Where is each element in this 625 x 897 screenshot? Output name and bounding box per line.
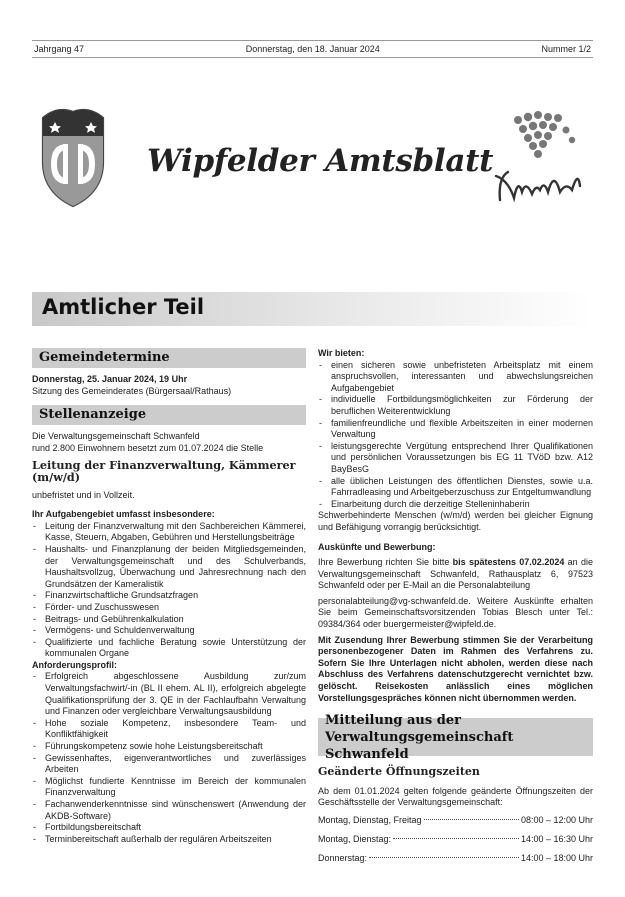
opening-hours-time: 14:00 – 16:30 Uhr	[520, 834, 593, 844]
job-intro-line-2: rund 2.800 Einwohnern besetzt zum 01.07.2024 die Stelle	[32, 442, 264, 453]
list-item: - Fortbildungsbereitschaft	[32, 822, 306, 834]
contact-email-text: personalabteilung@vg-schwanfeld.de. Weitere Auskünfte erhalten Sie beim Gemeinschaftsvorsitzenden Tobias Blesch unter Tel.: 09384/364 oder buergermeister@wipfeld.de.	[318, 595, 593, 630]
opening-hours-heading: Geänderte Öffnungszeiten	[318, 765, 480, 779]
requirements-list	[32, 671, 306, 845]
list-item: - Fachanwenderkenntnisse sind wünschenswert (Anwendung der AKDB-Software)	[32, 799, 306, 822]
list-item: - Gewissenhaftes, eigenverantwortliches und zuverlässiges Arbeiten	[32, 753, 306, 776]
list-item: - leistungsgerechte Vergütung entsprechend Ihrer Qualifikationen und persönlichen Voraussetzungen bis EG 11 TVöD bzw. A12 BayBesG	[318, 441, 593, 476]
list-item: - alle üblichen Leistungen des öffentlichen Dienstes, sowie u.a. Fahrradleasing und Arbeitgeberzuschuss zur Entgeltumwandlung	[318, 476, 593, 499]
contact-text-post: an die Verwaltungsgemeinschaft Schwanfeld, Rathausplatz 6, 97523 Schwanfeld oder per E-Mail an die Personalabteilung	[318, 557, 593, 591]
gemeindetermine-heading: Gemeindetermine	[32, 348, 306, 368]
left-column	[32, 348, 306, 845]
opening-hours-days: Montag, Dienstag, Freitag	[318, 815, 422, 825]
opening-hours-days: Montag, Dienstag:	[318, 834, 392, 844]
volume-label: Jahrgang 47	[34, 44, 85, 54]
grape-vine-logo-icon	[488, 100, 588, 210]
list-item: - Einarbeitung durch die derzeitige Stelleninhaberin	[318, 499, 593, 511]
privacy-note: Mit Zusendung Ihrer Bewerbung stimmen Sie der Verarbeitung personenbezogener Daten im Rahmen des Verfahrens zu. Sofern Sie Ihre Unterlagen nicht abholen, werden diese nach Abschluss des Verfahrens datenschutzgerecht vernichtet bzw. gelöscht. Reisekosten anlässlich eines möglichen Vorstellungsgespräches können nicht übernommen werden.	[318, 634, 593, 703]
opening-hours-days: Donnerstag:	[318, 853, 368, 863]
list-item: - Beitrags- und Gebührenkalkulation	[32, 614, 306, 626]
opening-hours-row	[318, 853, 593, 868]
list-item: - Haushalts- und Finanzplanung der beiden Mitgliedsgemeinden, der Verwaltungsgemeinschaft und des Schulverbands, Haushaltsvollzug, Überwachung und Jahresrechnung nach den Grundsätzen der Kameralistik	[32, 544, 306, 590]
application-deadline: bis spätestens 07.02.2024	[452, 557, 565, 568]
mitteilung-heading	[318, 712, 593, 762]
job-intro-line-1: Die Verwaltungsgemeinschaft Schwanfeld	[32, 431, 200, 442]
opening-hours-row	[318, 834, 593, 849]
masthead	[32, 95, 593, 220]
stellenanzeige-heading: Stellenanzeige	[32, 405, 306, 425]
tasks-heading: Ihr Aufgabengebiet umfasst insbesondere:	[32, 509, 215, 520]
contact-text	[318, 557, 593, 592]
section-title: Amtlicher Teil	[42, 295, 205, 319]
meeting-date: Donnerstag, 25. Januar 2024, 19 Uhr	[32, 374, 188, 384]
meeting-description: Sitzung des Gemeinderates (Bürgersaal/Rathaus)	[32, 385, 232, 396]
tasks-list	[32, 521, 306, 660]
list-item: - Terminbereitschaft außerhalb der regulären Arbeitszeiten	[32, 834, 306, 846]
offer-heading: Wir bieten:	[318, 348, 365, 358]
list-item: - Möglichst fundierte Kenntnisse im Bereich der kommunalen Finanzverwaltung	[32, 776, 306, 799]
list-item: - Führungskompetenz sowie hohe Leistungsbereitschaft	[32, 741, 306, 753]
list-item: - Qualifizierte und fachliche Beratung sowie Unterstützung der kommunalen Organe	[32, 637, 306, 660]
offer-list	[318, 360, 593, 511]
opening-hours-time: 14:00 – 18:00 Uhr	[520, 853, 593, 863]
opening-hours-intro: Ab dem 01.01.2024 gelten folgende geänderte Öffnungszeiten der Geschäftsstelle der Verwaltungsgemeinschaft:	[318, 785, 593, 808]
mitteilung-heading-line-1: Mitteilung aus der	[325, 712, 461, 728]
list-item: - Leitung der Finanzverwaltung mit den Sachbereichen Kämmerei, Kasse, Steuern, Abgaben, Gebühren und Herstellungsbeiträge	[32, 521, 306, 544]
list-item: - Erfolgreich abgeschlossene Ausbildung zur/zum Verwaltungsfachwirt/-in (BL II ehem. AL II), erfolgreich abgelegte Qualifikationsprüfung der 3. QE in der Fachlaufbahn Verwaltung und Finanzen oder vergleichbare Verwaltungsausbildung	[32, 671, 306, 717]
list-item: - Hohe soziale Kompetenz, insbesondere Team- und Konfliktfähigkeit	[32, 718, 306, 741]
requirements-heading: Anforderungsprofil:	[32, 659, 117, 670]
section-banner	[32, 292, 593, 326]
list-item: - Finanzwirtschaftliche Grundsatzfragen	[32, 590, 306, 602]
municipal-coat-of-arms-icon	[37, 100, 109, 210]
disability-note: Schwerbehinderte Menschen (w/m/d) werden bei gleicher Eignung und Befähigung vorrangig berücksichtigt.	[318, 510, 593, 532]
list-item: - individuelle Fortbildungsmöglichkeiten zur Förderung der beruflichen Weiterentwicklung	[318, 394, 593, 417]
issue-date: Donnerstag, den 18. Januar 2024	[245, 44, 380, 54]
contact-heading: Auskünfte und Bewerbung:	[318, 541, 436, 552]
job-title: Leitung der Finanzverwaltung, Kämmerer (m/w/d)	[32, 458, 296, 484]
issue-header-bar	[32, 40, 593, 58]
contact-text-pre: Ihre Bewerbung richten Sie bitte	[318, 557, 453, 568]
list-item: - Förder- und Zuschusswesen	[32, 602, 306, 614]
masthead-title: Wipfelder Amtsblatt	[147, 143, 494, 179]
list-item: - Vermögens- und Schuldenverwaltung	[32, 625, 306, 637]
list-item: - einen sicheren sowie unbefristeten Arbeitsplatz mit einem anspruchsvollen, interessanten und abwechslungsreichen Aufgabengebiet	[318, 360, 593, 395]
list-item: - familienfreundliche und flexible Arbeitszeiten in einer modernen Verwaltung	[318, 418, 593, 441]
issue-number: Nummer 1/2	[541, 44, 591, 54]
opening-hours-time: 08:00 – 12:00 Uhr	[520, 815, 593, 825]
job-terms: unbefristet und in Vollzeit.	[32, 489, 135, 500]
right-column	[318, 348, 593, 868]
opening-hours-row	[318, 815, 593, 830]
mitteilung-heading-line-2: Verwaltungsgemeinschaft Schwanfeld	[325, 729, 514, 762]
